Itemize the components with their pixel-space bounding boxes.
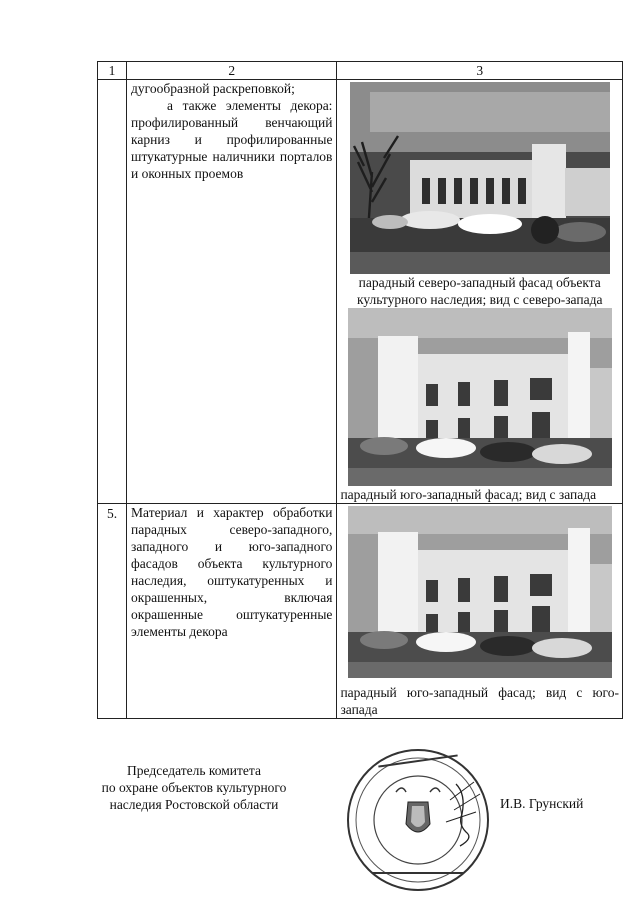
table-row (98, 80, 623, 504)
photo-caption: парадный северо-западный фасад объекта культурного наследия; вид с северо-запада (356, 275, 603, 307)
official-seal-icon (338, 744, 498, 892)
signatory-name: И.В. Грунский (500, 796, 584, 811)
signature-title-line: Председатель комитета (127, 763, 261, 778)
photo-caption: парадный юго-западный фасад; вид с запада (340, 487, 597, 502)
column-header-3: 3 (337, 62, 623, 80)
heritage-table (97, 61, 623, 719)
table-header-row (98, 62, 623, 80)
photo-caption: парадный юго-западный фасад; вид с юго-запада (340, 685, 619, 717)
building-photo-southwest (348, 308, 612, 486)
description-line: а также элементы декора: профилированный венчающий карниз и профилированные штукатурные наличники порталов и оконных проемов (131, 98, 333, 181)
row-description (127, 504, 337, 719)
building-photo-northwest (350, 82, 610, 274)
description-line: дугообразной раскреповкой; (131, 81, 295, 96)
description-text: Материал и характер обработки парадных северо-западного, западного и юго-западного фасадов объекта культурного наследия, оштукатуренных и окрашенных, включая окрашенные оштукатуренные элементы декора (131, 505, 333, 639)
column-header-2: 2 (127, 62, 337, 80)
row-number (98, 80, 127, 504)
row-description (127, 80, 337, 504)
signature-title-line: наследия Ростовской области (109, 797, 279, 812)
row-photos (337, 504, 623, 719)
row-number: 5. (98, 504, 127, 719)
table-row (98, 504, 623, 719)
column-header-1: 1 (98, 62, 127, 80)
signature-title (78, 762, 310, 813)
building-photo-southwest (348, 506, 612, 678)
row-photos (337, 80, 623, 504)
signature-title-line: по охране объектов культурного (101, 780, 287, 795)
